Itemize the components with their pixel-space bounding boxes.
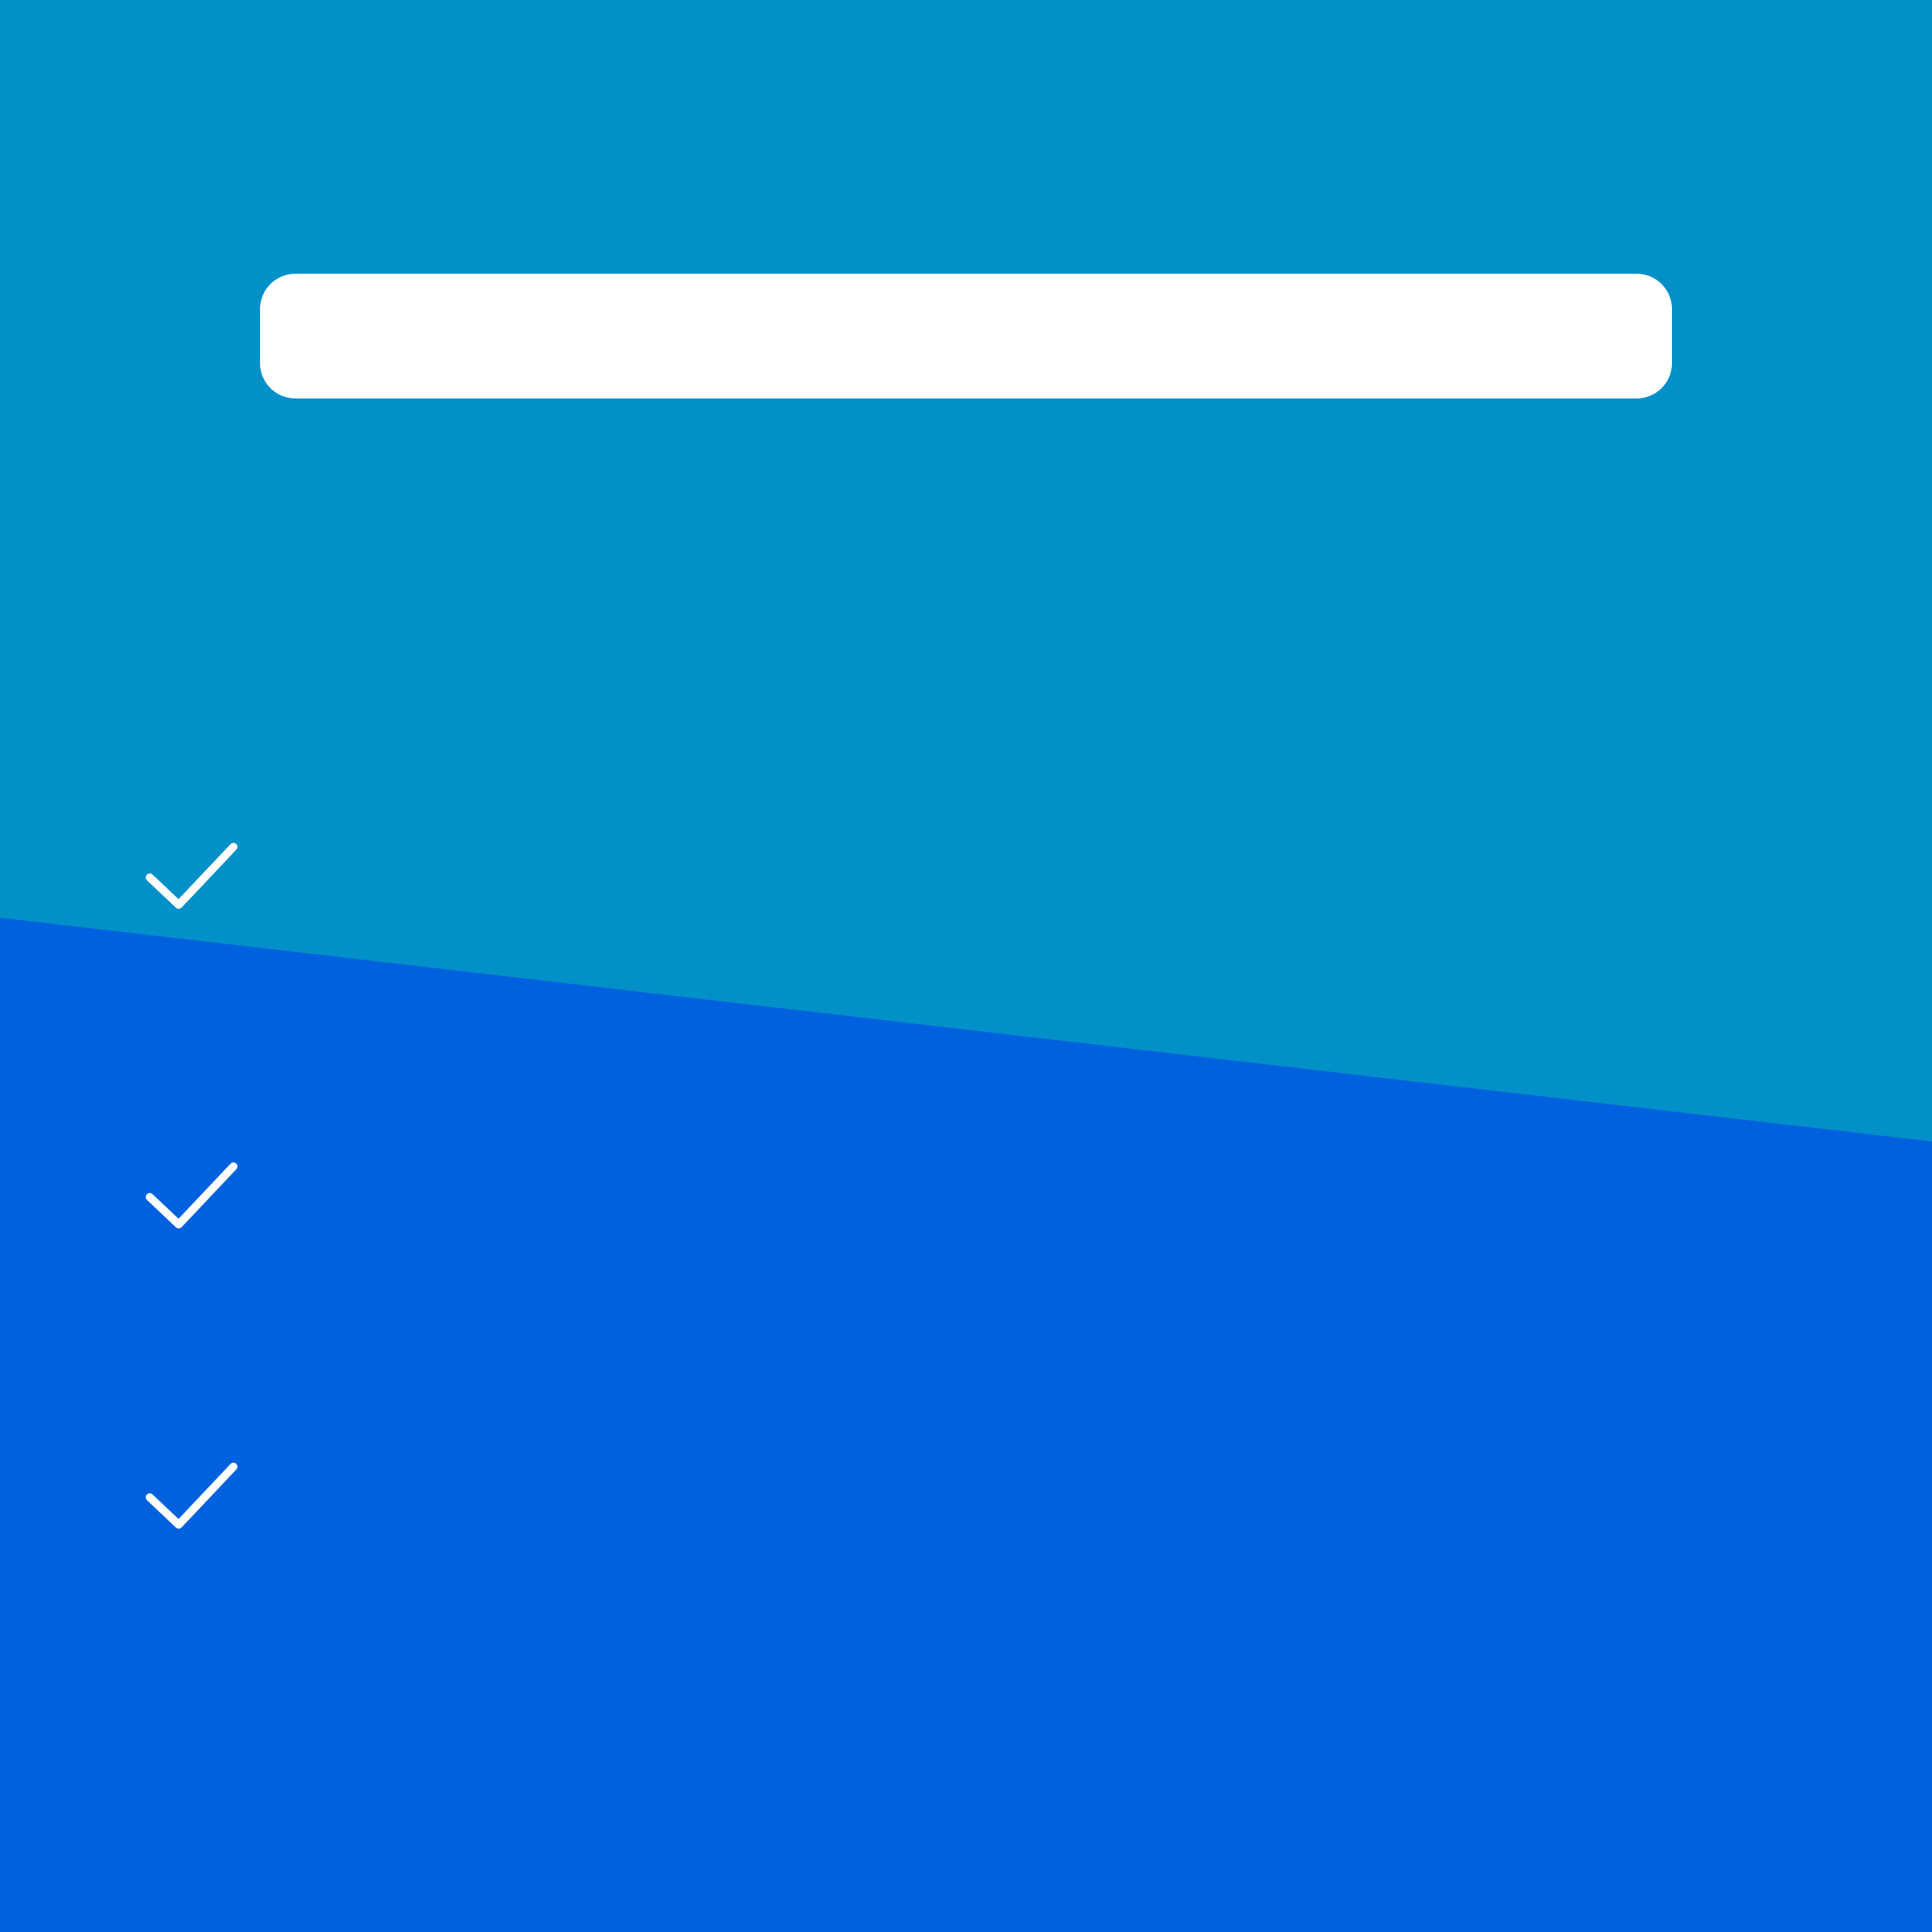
title-badge bbox=[260, 274, 1672, 398]
checkmark-icon bbox=[143, 1157, 240, 1237]
checkmark-icon bbox=[143, 1457, 240, 1538]
checkmark-icon bbox=[143, 837, 240, 918]
